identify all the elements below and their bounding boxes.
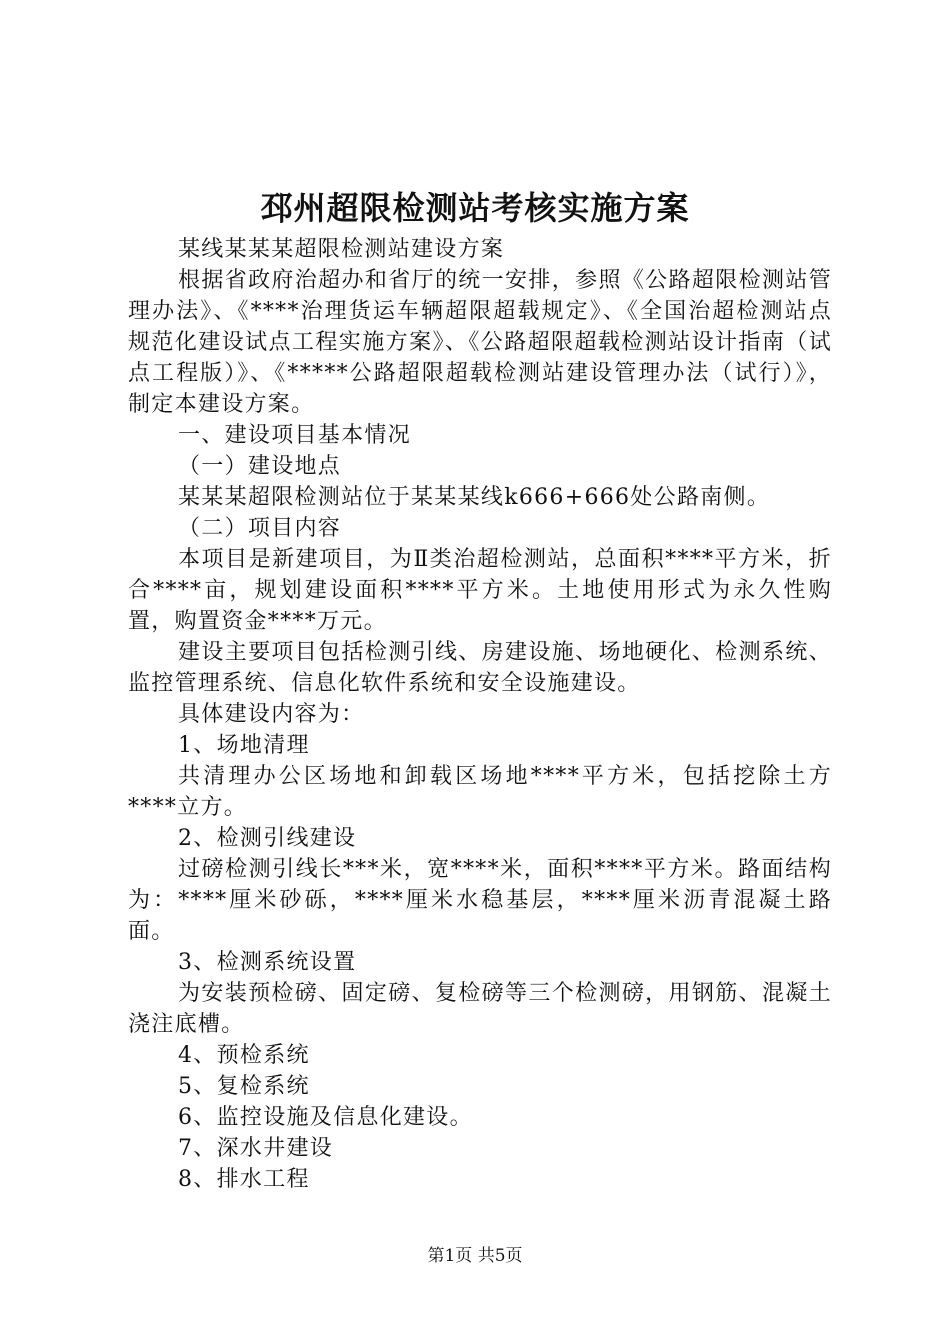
item-monitoring: 6、监控设施及信息化建设。 xyxy=(178,1105,473,1130)
paragraph-location: 某某某超限检测站位于某某某线k666+666处公路南侧。 xyxy=(178,485,771,510)
paragraph-lead-road: 过磅检测引线长***米，宽****米，面积****平方米。路面结构为：****厘米砂砾，****厘米水稳基层，****厘米沥青混凝土路面。 xyxy=(128,857,832,944)
item-site-clearing: 1、场地清理 xyxy=(178,733,310,758)
paragraph-details-intro: 具体建设内容为： xyxy=(178,702,365,727)
paragraph-project-area: 本项目是新建项目，为Ⅱ类治超检测站，总面积****平方米，折合****亩，规划建设面积****平方米。土地使用形式为永久性购置，购置资金****万元。 xyxy=(128,547,832,634)
paragraph-site-clearing: 共清理办公区场地和卸载区场地****平方米，包括挖除土方****立方。 xyxy=(128,764,832,820)
item-deep-well: 7、深水井建设 xyxy=(178,1136,334,1161)
heading-section-1: 一、建设项目基本情况 xyxy=(178,423,412,448)
heading-location: （一）建设地点 xyxy=(178,454,342,479)
item-re-check-system: 5、复检系统 xyxy=(178,1074,310,1099)
item-pre-check-system: 4、预检系统 xyxy=(178,1043,310,1068)
item-detection-system: 3、检测系统设置 xyxy=(178,950,357,975)
document-body xyxy=(128,234,832,1195)
page-footer: 第1页 共5页 xyxy=(427,1246,523,1266)
item-lead-road: 2、检测引线建设 xyxy=(178,826,357,851)
document-title: 邳州超限检测站考核实施方案 xyxy=(260,189,690,227)
paragraph-detection-system: 为安装预检磅、固定磅、复检磅等三个检测磅，用钢筋、混凝土浇注底槽。 xyxy=(128,981,832,1037)
paragraph-subtitle: 某线某某某超限检测站建设方案 xyxy=(178,237,505,262)
heading-project-content: （二）项目内容 xyxy=(178,516,342,541)
item-drainage: 8、排水工程 xyxy=(178,1167,310,1192)
paragraph-basis: 根据省政府治超办和省厅的统一安排，参照《公路超限检测站管理办法》、《****治理货运车辆超限超载规定》、《全国治超检测站点规范化建设试点工程实施方案》、《公路超限超载检测站设计指南（试点工程版）》、《*****公路超限超载检测站建设管理办法（试行）》，制定本建设方案。 xyxy=(128,268,832,417)
paragraph-project-items: 建设主要项目包括检测引线、房建设施、场地硬化、检测系统、监控管理系统、信息化软件系统和安全设施建设。 xyxy=(128,640,832,696)
